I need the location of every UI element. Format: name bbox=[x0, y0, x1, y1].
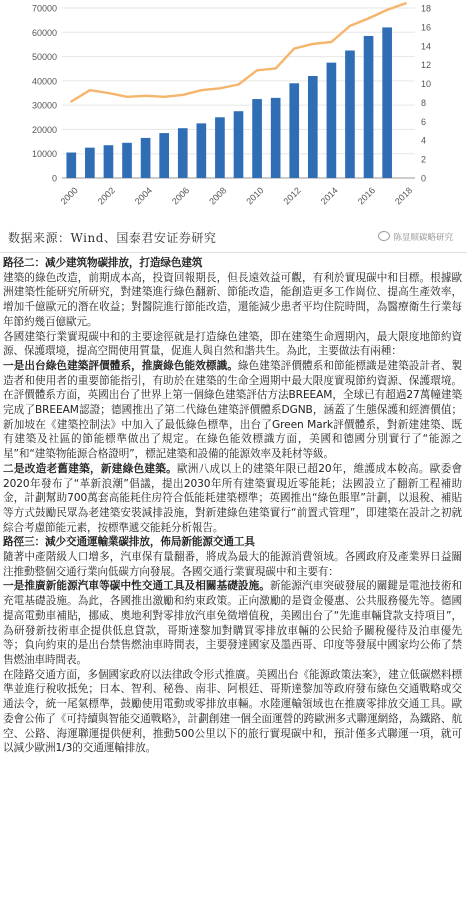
bar bbox=[271, 98, 281, 178]
left-axis-tick-label: 50000 bbox=[31, 52, 57, 63]
left-axis-tick-label: 30000 bbox=[31, 100, 57, 111]
x-axis-tick-label: 2010 bbox=[244, 185, 266, 207]
bar bbox=[159, 133, 169, 178]
bar bbox=[289, 83, 299, 178]
article-body bbox=[3, 256, 462, 756]
bar-line-chart bbox=[0, 0, 467, 220]
right-axis-tick-label: 0 bbox=[421, 173, 427, 184]
left-axis-tick-label: 20000 bbox=[31, 124, 57, 135]
paragraph: 二是改造老舊建築，新建綠色建築。歐洲八成以上的建築年限已超20年，維護成本較高。歐委會2020年發布了“革新浪潮”倡議，提出2030年所有建築實現近零能耗；法國設立了翻新工程補助金，計劃幫助700萬套高能耗住房符合低能耗建築標準；英國推出“綠色賬單”計劃，以退稅、補貼等方式鼓勵民眾為老建築安裝減排設施，對新建綠色建築實行“前置式管理”，即建築在設計之初就綜合考慮節能元素，按標準遞交能耗分析報告。 bbox=[3, 462, 462, 534]
x-axis-tick-label: 2008 bbox=[207, 185, 229, 207]
watermark bbox=[378, 231, 453, 243]
bar bbox=[382, 27, 392, 178]
right-axis-tick-label: 14 bbox=[421, 41, 432, 52]
x-axis-tick-label: 2012 bbox=[281, 185, 303, 207]
bar bbox=[364, 36, 374, 178]
heading-path-three: 路徑三：減少交通運輸業碳排放，佈局新能源交通工具 bbox=[3, 536, 255, 549]
x-axis-tick-label: 2018 bbox=[392, 185, 415, 207]
x-axis-tick-label: 2006 bbox=[170, 185, 192, 207]
x-axis-tick-label: 2016 bbox=[355, 185, 378, 207]
left-axis-tick-label: 10000 bbox=[31, 149, 57, 160]
watermark-text: 陈显顺碳略研究 bbox=[393, 233, 453, 243]
line-series bbox=[71, 3, 405, 101]
left-axis-tick-label: 0 bbox=[51, 173, 57, 184]
data-source-caption: 数据来源：Wind、国泰君安证券研究 bbox=[8, 231, 217, 245]
right-axis-tick-label: 2 bbox=[421, 154, 427, 165]
right-axis-tick-label: 12 bbox=[421, 60, 432, 71]
right-axis-tick-label: 8 bbox=[421, 97, 427, 108]
wechat-icon bbox=[378, 231, 390, 241]
x-axis-tick-label: 2014 bbox=[318, 185, 340, 207]
right-axis-tick-label: 16 bbox=[421, 22, 432, 33]
right-axis-tick-label: 6 bbox=[421, 116, 427, 127]
bar bbox=[122, 143, 132, 178]
chart bbox=[0, 0, 467, 220]
paragraph: 一是出台綠色建築評價體系，推廣綠色能效標識。綠色建築評價體系和節能標識是建築設計者、製造者和使用者的重要節能指引，有助於在建築的生命全週期中最大限度實現節約資源、保護環境。在評價體系方面，英國出台了世界上第一個綠色建築評估方法BREEAM，全球已有超過27萬幢建築完成了BREEAM認證；德國推出了第二代綠色建築評價體系DGNB，涵蓋了生態保護和經濟價值；新加坡在《建築控制法》中加入了最低綠色標準，出台了Green Mark評價體系，對新建建築、既有建築及社區的節能標準做出了規定。在綠色能效標識方面，美國和德國分別實行了“能源之星”和“建築物能源合格證明”，標記建築和設備的能源效率及耗材等級。 bbox=[3, 359, 462, 461]
bar bbox=[345, 51, 355, 179]
left-axis-tick-label: 40000 bbox=[31, 76, 57, 87]
left-axis-tick-label: 60000 bbox=[31, 27, 57, 38]
paragraph: 各國建築行業實現碳中和的主要途徑就是打造綠色建築，即在建築生命週期內，最大限度地節約資源、保護環境，提高空間使用質量，促進人與自然和諧共生。為此，主要做法有兩種： bbox=[3, 330, 462, 358]
paragraph: 建築的綠色改造，前期成本高，投資回報期長，但長遠效益可觀，有利於實現碳中和目標。根據歐洲建築性能研究所研究，對建築進行綠色翻新、節能改造，能創造更多工作崗位、提高生產效率，增加千億歐元的潛在收益；對醫院進行節能改造，還能減少患者平均住院時間，為醫療衛生行業每年節約幾百億歐元。 bbox=[3, 271, 462, 328]
x-axis-tick-label: 2004 bbox=[132, 185, 155, 207]
bar bbox=[327, 63, 337, 178]
right-axis-tick-label: 10 bbox=[421, 79, 432, 90]
heading-path-two: 路径二：减少建筑物碳排放，打造绿色建筑 bbox=[3, 257, 203, 269]
left-axis-tick-label: 70000 bbox=[31, 3, 57, 14]
bar bbox=[308, 76, 318, 178]
bar bbox=[178, 128, 188, 178]
bar bbox=[197, 123, 207, 178]
right-axis-tick-label: 18 bbox=[421, 3, 432, 14]
paragraph: 一是推廣新能源汽車等碳中性交通工具及相關基礎設施。新能源汽車突破發展的關鍵是電池技術和充電基礎設施。為此，各國推出激勵和約束政策。正向激勵的是資金優惠、公共服務優先等。德國提高電動車補貼，挪威、奧地利對零排放汽車免徵增值稅，美國出台了“先進車輛貸款支持項目”，為研發新技術車企提供低息貸款，哥斯達黎加對購買零排放車輛的公民給予關稅優待及泊車優先等；負向約束的是出台禁售燃油車時間表，主要發達國家及墨西哥、印度等發展中國家均公佈了禁售燃油車時間表。 bbox=[3, 580, 462, 666]
bar bbox=[104, 145, 114, 178]
bar bbox=[85, 148, 95, 178]
x-axis-tick-label: 2000 bbox=[58, 185, 80, 207]
paragraph: 在陸路交通方面，多個國家政府以法律政令形式推廣。美國出台《能源政策法案》，建立低碳燃料標準並進行稅收抵免；日本、智利、秘魯、南非、阿根廷、哥斯達黎加等政府發布綠色交通戰略或交通法令，統一尾氣標準，鼓勵使用電動或零排放車輛。水陸運輸領域也在推廣零排放交通工具。歐委會公佈了《可持續與智能交通戰略》，計劃創建一個全面運營的跨歐洲多式聯運網絡，為鐵路、航空、公路、海運聯運提供便利，推動500公里以下的旅行實現碳中和，預計僅多式聯運一項，就可以減少歐洲1/3的交通運輸排放。 bbox=[3, 668, 462, 755]
bar bbox=[66, 153, 76, 179]
bar bbox=[141, 138, 151, 178]
paragraph: 隨著中產階級人口增多，汽車保有量翻番，將成為最大的能源消費領域。各國政府及產業界日益關注推動整個交通行業向低碳方向發展。各國交通行業實現碳中和主要有： bbox=[3, 551, 462, 578]
source-row bbox=[0, 222, 467, 253]
x-axis-tick-label: 2002 bbox=[95, 185, 117, 207]
bar bbox=[234, 111, 244, 178]
bar bbox=[215, 117, 225, 178]
right-axis-tick-label: 4 bbox=[421, 135, 427, 146]
bar bbox=[252, 99, 262, 178]
